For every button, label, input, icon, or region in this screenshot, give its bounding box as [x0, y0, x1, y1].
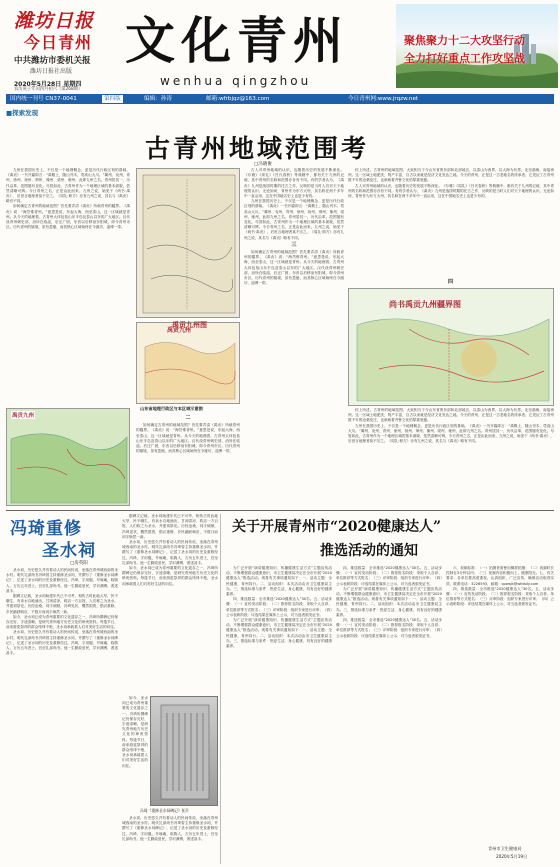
column-rule	[220, 514, 221, 864]
article-2-col-3-text: 如今，圣水祠已成为青州重要的文化遗存之一，冯琦所撰碑记仍保存完好，字迹清晰，是研究青州地方历史文化的珍贵资料。每逢节日，前来游览祭拜的群众络绎不绝，圣水祠承载着人们对美好生活的向往。	[122, 696, 148, 768]
section-tag: ■探索发现	[6, 109, 39, 117]
site: 今日青州网:www.jrqzw.net	[348, 96, 419, 102]
article-2-column-4	[122, 816, 218, 862]
article-3-column-1	[226, 566, 332, 862]
article-2-col-2-text: 据碑文记载，圣水祠始建年代已不可考，相传古时此地大旱，民不聊生，有泉水自地涌出，甘冽清凉，救活一方百姓，人们称之为圣水，并建祠祭祀。历经沧桑，祠宇倾颓，冯琦见状，慨然捐资，倡议重修，乡民踊跃响应，不数月而祠宇焕然一新。	[122, 514, 218, 539]
map-jiuzhou-1-title: 禹贡九州图	[172, 320, 207, 329]
map-yu-jiuzhou-drawing	[7, 409, 131, 507]
stele-rubbing-drawing	[151, 697, 219, 807]
page-title: 文化青州	[125, 11, 349, 70]
map-jiuzhou-1	[136, 168, 240, 318]
article-2-headline-1: 冯琦重修	[10, 519, 82, 539]
article-3-col-2-text-2: 为广泛开展“演讲健康知识、传播健康生活方式”主题宣传活动，不断增强群众健康意识，市卫生健康局决定在全市开展“2020健康达人”推选活动。现将有关事项通知如下：一、活动主题：全民健康，青州同行。二、活动组织：本次活动由市卫生健康局主办。三、推选标准与条件：热爱生活，身心健康，具有良好的健康素养。	[336, 586, 442, 617]
article-2-col-2-text-2: 圣水祠，历史悠久并有着动人的民间传说，坐落在青州城西南的圣水村。明代礼部尚书冯琦曾主持重修圣水祠，并撰写了《重修圣水祠碑记》，记述了圣水祠的历史及重修经过。冯琦，字用韫，号琢庵，临朐人，万历五年进士，官至礼部尚书。他一生勤政爱民，学识渊博，著述甚丰。	[122, 540, 218, 565]
article-3-column-3	[446, 566, 554, 842]
article-2-col-1-text: 圣水祠，历史悠久并有着动人的民间传说，坐落在青州城西南的圣水村。明代礼部尚书冯琦曾主持重修圣水祠，并撰写了《重修圣水祠碑记》，记述了圣水祠的历史及重修经过。冯琦，字用韫，号琢庵，临朐人，万历五年进士，官至礼部尚书。他一生勤政爱民，学识渊博，著述甚丰。	[6, 568, 118, 593]
article-1-column-1-lower	[348, 408, 554, 506]
article-3-signature-date: 2020年5月19日	[496, 854, 528, 859]
issn: 国内统一刊号 CN37-0041	[10, 96, 77, 102]
article-1-byline: □冯晓俊	[254, 162, 272, 167]
article-3-col-3-text-2: 四、推选数量：全市推选“2020健康达人”30名。五、活动步骤：（一）宣传发动阶段；（二）推荐报名阶段：采取个人自荐、单位推荐等方式报名；（三）评审阶段：组织专家进行评审；（四）公示表彰阶段：评选结果在媒体上公示，对当选者颁发证书。	[446, 586, 554, 607]
article-1-col-4-text-2: 古人对青州地域的认识，也随着历史的发展不断深化。《尔雅》《周礼》《吕氏春秋》等典籍中，都有关于九州的记载，其中青州的名称和范围亦各有不同。有的学者认为，《禹贡》九州是战国时期的托古之作，反映的是当时人们对天下地理的认识。无论如何，青州作为东方大州，其名称在两千多年中一直沿用，这在中国地名史上也是少有的。	[348, 183, 554, 199]
map-jiuzhou-2	[136, 322, 240, 404]
article-1-col-4-text: 综上所述，古青州的地域范围，大致相当于今山东省的东部和北部地区，以泰山为西界，以大海为东界，北至渤海，南接徐州。这一区域土地肥沃，物产丰富，自古以来就是经济文化发达之地。今天的青州，正是这一古老地名的传承者，它见证了古青州数千年的沧桑变迁，也承载着齐鲁文化的厚重底蕴。	[348, 168, 554, 183]
org-line-1: 中共潍坊市委机关报	[14, 56, 91, 66]
article-2-byline: □房英阳	[70, 561, 88, 566]
article-3-headline-1: 关于开展青州市“2020健康达人”	[232, 519, 442, 535]
map-yugong-boundaries	[348, 288, 554, 406]
article-2-col-1-text-2: 据碑文记载，圣水祠始建年代已不可考，相传古时此地大旱，民不聊生，有泉水自地涌出，甘冽清凉，救活一方百姓，人们称之为圣水，并建祠祭祀。历经沧桑，祠宇倾颓，冯琦见状，慨然捐资，倡议重修，乡民踊跃响应，不数月而祠宇焕然一新。	[6, 594, 118, 614]
article-3-col-1-text: 为广泛开展“演讲健康知识、传播健康生活方式”主题宣传活动，不断增强群众健康意识，市卫生健康局决定在全市开展“2020健康达人”推选活动。现将有关事项通知如下：一、活动主题：全民健康，青州同行。二、活动组织：本次活动由市卫生健康局主办。三、推选标准与条件：热爱生活，身心健康，具有良好的健康素养。	[226, 566, 332, 597]
stele-rubbing-caption: 冯琦《重修圣水祠碑记》拓片	[140, 808, 190, 813]
article-3-col-1-text-3: 为广泛开展“演讲健康知识、传播健康生活方式”主题宣传活动，不断增强群众健康意识，市卫生健康局决定在全市开展“2020健康达人”推选活动。现将有关事项通知如下：一、活动主题：全民健康，青州同行。二、活动组织：本次活动由市卫生健康局主办。三、推选标准与条件：热爱生活，身心健康，具有良好的健康素养。	[226, 618, 332, 649]
article-2-col-1-text-3: 如今，圣水祠已成为青州重要的文化遗存之一，冯琦所撰碑记仍保存完好，字迹清晰，是研究青州地方历史文化的珍贵资料。每逢节日，前来游览祭拜的群众络绎不绝，圣水祠承载着人们对美好生活的向往。	[6, 614, 118, 630]
article-3-col-1-text-2: 四、推选数量：全市推选“2020健康达人”30名。五、活动步骤：（一）宣传发动阶段；（二）推荐报名阶段：采取个人自荐、单位推荐等方式报名；（三）评审阶段：组织专家进行评审；（四）公示表彰阶段：评选结果在媒体上公示，对当选者颁发证书。	[226, 597, 332, 617]
article-1-column-4	[348, 168, 554, 278]
paper-name-logo: 潍坊日报	[14, 10, 95, 32]
edition-no: 第四版	[104, 96, 121, 102]
campaign-ad-line-1: 聚焦聚力十二大攻坚行动	[404, 34, 525, 47]
stele-rubbing-photo	[150, 696, 218, 806]
article-1-col-4-text-4: 九州在我国历史上，不仅是一个地理概念，更是历代行政区划的基础。《禹贡》一书开篇即言：“禹敷土，随山刊木，奠高山大川。”冀州、兖州、青州、徐州、扬州、荆州、豫州、梁州、雍州，此即九州之名。青州居其一，历代沿革，范围屡有变化。尽管如此，古青州作为一个地理区域的基本面貌，依然清晰可辨。今日青州之名，正是由此而来。九州之说，始见于《尚书·禹贡》，后世言地理者莫不宗之。《周礼·职方》亦有九州之说，其名与《禹贡》略有不同。	[348, 423, 554, 444]
info-bar	[6, 94, 554, 104]
article-1-col-1-text: 九州在我国历史上，不仅是一个地理概念，更是历代行政区划的基础。《禹贡》一书开篇即言：“禹敷土，随山刊木，奠高山大川。”冀州、兖州、青州、徐州、扬州、荆州、豫州、梁州、雍州，此即九州之名。青州居其一，历代沿革，范围屡有变化。尽管如此，古青州作为一个地理区域的基本面貌，依然清晰可辨。今日青州之名，正是由此而来。九州之说，始见于《尚书·禹贡》，后世言地理者莫不宗之。《周礼·职方》亦有九州之说，其名与《禹贡》略有不同。	[6, 168, 130, 204]
article-2-col-1-text-4: 圣水祠，历史悠久并有着动人的民间传说，坐落在青州城西南的圣水村。明代礼部尚书冯琦曾主持重修圣水祠，并撰写了《重修圣水祠碑记》，记述了圣水祠的历史及重修经过。冯琦，字用韫，号琢庵，临朐人，万历五年进士，官至礼部尚书。他一生勤政爱民，学识渊博，著述甚丰。	[6, 630, 118, 656]
map-jiuzhou-1-caption: 山东省地理行政区与本区域示意图	[140, 406, 203, 411]
article-2-col-2-text-3: 如今，圣水祠已成为青州重要的文化遗存之一，冯琦所撰碑记仍保存完好，字迹清晰，是研究青州地方历史文化的珍贵资料。每逢节日，前来游览祭拜的群众络绎不绝，圣水祠承载着人们对美好生活的向往。	[122, 566, 218, 586]
article-1-column-3	[244, 168, 344, 506]
edition-logo: 今日青州	[24, 33, 93, 52]
article-1-col-3-text-3: 如何确定古青州的地域范围？首先要弄清《禹贡》所载青州的疆界。《禹贡》说：“海岱惟青州。”意思是说，东起大海，西至泰山，这一区域就是青州。从今天的地理看，古青州大体包括山东半岛及泰山以东的广大地区。汉代设青州刺史部，治所在临淄，后迁广固，东晋以后移治东阳城，即今青州市区。历代青州的辖境，虽有盈缩，而其核心区域始终在今潍坊、淄博一带。	[244, 250, 344, 286]
campaign-ad-line-2: 全力打好重点工作攻坚战	[404, 52, 525, 65]
masthead	[0, 0, 560, 92]
article-3-col-2-text: 四、推选数量：全市推选“2020健康达人”30名。五、活动步骤：（一）宣传发动阶段；（二）推荐报名阶段：采取个人自荐、单位推荐等方式报名；（三）评审阶段：组织专家进行评审；（四）公示表彰阶段：评选结果在媒体上公示，对当选者颁发证书。	[336, 566, 442, 586]
article-1-col-2-text: 如何确定古青州的地域范围？首先要弄清《禹贡》所载青州的疆界。《禹贡》说：“海岱惟青州。”意思是说，东起大海，西至泰山，这一区域就是青州。从今天的地理看，古青州大体包括山东半岛及泰山以东的广大地区。汉代设青州刺史部，治所在临淄，后迁广固，东晋以后移治东阳城，即今青州市区。历代青州的辖境，虽有盈缩，而其核心区域始终在今潍坊、淄博一带。	[136, 423, 240, 454]
article-1-section-4-heading: 四	[448, 279, 454, 285]
map-yu-jiuzhou	[6, 408, 130, 506]
article-1-column-1	[6, 168, 130, 406]
article-2-column-1	[6, 568, 118, 862]
email: 邮箱:wfrbjqz@163.com	[206, 96, 270, 102]
article-1-col-3-text-2: 九州在我国历史上，不仅是一个地理概念，更是历代行政区划的基础。《禹贡》一书开篇即言：“禹敷土，随山刊木，奠高山大川。”冀州、兖州、青州、徐州、扬州、荆州、豫州、梁州、雍州，此即九州之名。青州居其一，历代沿革，范围屡有变化。尽管如此，古青州作为一个地理区域的基本面貌，依然清晰可辨。今日青州之名，正是由此而来。九州之说，始见于《尚书·禹贡》，后世言地理者莫不宗之。《周礼·职方》亦有九州之说，其名与《禹贡》略有不同。	[244, 199, 344, 240]
article-1-column-2	[136, 414, 240, 506]
map-yugong-boundaries-title: 尚书禹贡九州疆界图	[389, 299, 461, 309]
article-3-col-3-text: 六、视频标准：（一）拍摄者需使用横屏拍摄；（二）视频时长控制在3分钟以内；（三）视频内容积极向上，健康阳光。七、有关要求：各单位要高度重视，认真组织，广泛宣传，确保活动取得实效。联系电话：3226593，邮箱：qzwsjk@wfdaily.com	[446, 566, 554, 586]
article-1-col-3-text: 古人对青州地域的认识，也随着历史的发展不断深化。《尔雅》《周礼》《吕氏春秋》等典籍中，都有关于九州的记载，其中青州的名称和范围亦各有不同。有的学者认为，《禹贡》九州是战国时期的托古之作，反映的是当时人们对天下地理的认识。无论如何，青州作为东方大州，其名称在两千多年中一直沿用，这在中国地名史上也是少有的。	[244, 168, 344, 199]
map-yu-jiuzhou-title: 禹贡九州	[12, 413, 35, 419]
org-line-2: 潍坊日报社出版	[30, 68, 73, 75]
article-3-signature: 青州市卫生健康局	[488, 846, 522, 851]
article-1-col-1-text-repeat: 如何确定古青州的地域范围？首先要弄清《禹贡》所载青州的疆界。《禹贡》说：“海岱惟青州。”意思是说，东起大海，西至泰山，这一区域就是青州。从今天的地理看，古青州大体包括山东半岛及泰山以东的广大地区。汉代设青州刺史部，治所在临淄，后迁广固，东晋以后移治东阳城，即今青州市区。历代青州的辖境，虽有盈缩，而其核心区域始终在今潍坊、淄博一带。	[6, 204, 130, 230]
map-jiuzhou-2-drawing	[137, 323, 241, 405]
map-jiuzhou-2-title: 禹贡九州	[167, 327, 192, 334]
article-3-column-2	[336, 566, 442, 862]
campaign-ad	[396, 4, 558, 88]
page-title-pinyin: wenhua qingzhou	[160, 74, 312, 88]
article-1-section-2-heading: 二	[185, 415, 191, 421]
article-1-section-3-heading: 三	[291, 241, 297, 248]
article-2-col-4-text: 圣水祠，历史悠久并有着动人的民间传说，坐落在青州城西南的圣水村。明代礼部尚书冯琦曾主持重修圣水祠，并撰写了《重修圣水祠碑记》，记述了圣水祠的历史及重修经过。冯琦，字用韫，号琢庵，临朐人，万历五年进士，官至礼部尚书。他一生勤政爱民，学识渊博，著述甚丰。	[122, 816, 218, 841]
article-1-col-4-text-3: 综上所述，古青州的地域范围，大致相当于今山东省的东部和北部地区，以泰山为西界，以大海为东界，北至渤海，南接徐州。这一区域土地肥沃，物产丰富，自古以来就是经济文化发达之地。今天的青州，正是这一古老地名的传承者，它见证了古青州数千年的沧桑变迁，也承载着齐鲁文化的厚重底蕴。	[348, 408, 554, 423]
article-3-headline-2: 推选活动的通知	[320, 543, 418, 559]
article-2-headline-2: 圣水祠	[42, 541, 96, 561]
article-3-col-2-text-3: 四、推选数量：全市推选“2020健康达人”30名。五、活动步骤：（一）宣传发动阶段；（二）推荐报名阶段：采取个人自荐、单位推荐等方式报名；（三）评审阶段：组织专家进行评审；（四）公示表彰阶段：评选结果在媒体上公示，对当选者颁发证书。	[336, 618, 442, 638]
article-2-column-2	[122, 514, 218, 694]
editor: 编辑：孙涛	[144, 96, 172, 102]
article-1-headline: 古青州地域范围考	[145, 134, 370, 163]
map-jiuzhou-1-drawing	[137, 169, 241, 319]
lunar-line: 农历庚子年闰四月初六（第268期）	[14, 87, 83, 92]
date-line: 2020年5月28日 星期四	[14, 81, 82, 88]
section-divider	[6, 510, 554, 511]
